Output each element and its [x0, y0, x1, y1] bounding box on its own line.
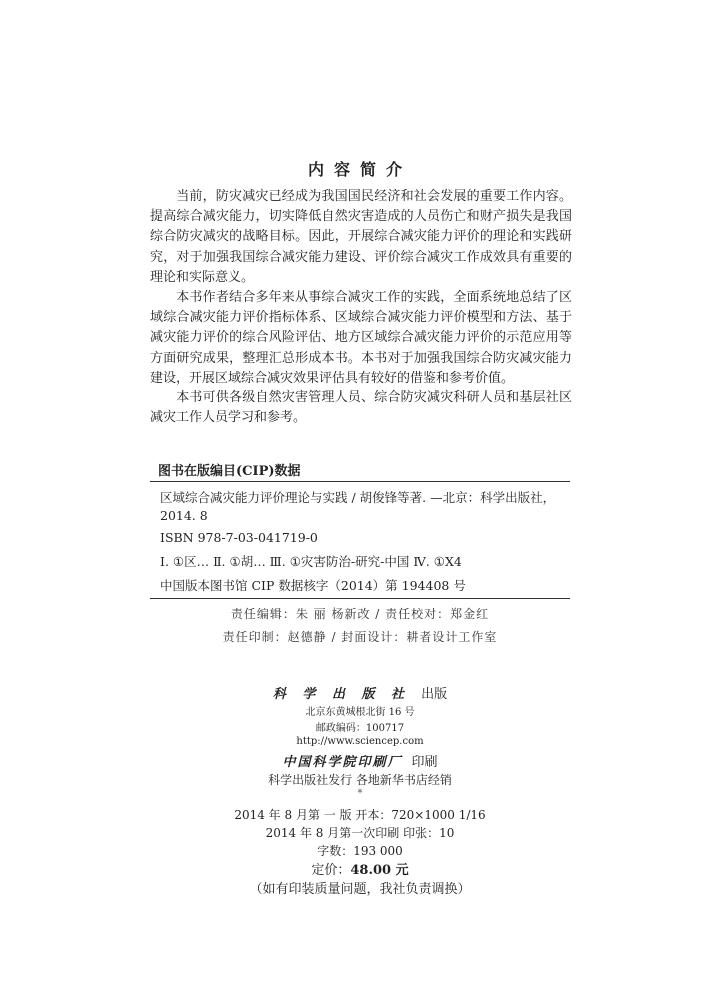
cip-date-line: 2014. 8 — [160, 508, 208, 523]
printing-line: 2014 年 8 月第一次印刷 印张：10 — [265, 826, 455, 840]
word-count: 字数：193 000 — [317, 844, 403, 858]
intro-paragraph-3-text: 本书可供各级自然灾害管理人员、综合防灾减灾科研人员和基层社区减灾工作人员学习和参考。 — [150, 390, 572, 426]
price-value: 48.00 元 — [350, 863, 409, 878]
intro-paragraph-1 — [150, 187, 572, 288]
printer-logo: 中国科学院印刷厂 — [282, 755, 403, 770]
price-label: 定价： — [311, 863, 351, 878]
cip-bibliographic-line: 区域综合减灾能力评价理论与实践 / 胡俊锋等著. —北京：科学出版社， — [160, 490, 556, 505]
divider — [150, 598, 570, 599]
cip-classification: Ⅰ. ①区… Ⅱ. ①胡… Ⅲ. ①灾害防治-研究-中国 Ⅳ. ①X4 — [160, 554, 462, 569]
publisher-address: 北京东黄城根北街 16 号 — [305, 707, 415, 718]
publisher-line — [0, 683, 720, 702]
intro-paragraph-2 — [150, 288, 572, 389]
intro-paragraph-2-text: 本书作者结合多年来从事综合减灾工作的实践，全面系统地总结了区域综合减灾能力评价指标体系、区域综合减灾能力评价模型和方法、基于减灾能力评价的综合风险评估、地方区域综合减灾能力评价的示范应用等方面研究成果，整理汇总形成本书。本书对于加强我国综合防灾减灾能力建设，开展区域综合减灾效果评估具有较好的借鉴和参考价值。 — [150, 290, 572, 386]
publisher-suffix: 出版 — [421, 687, 448, 702]
distribution-line: 科学出版社发行 各地新华书店经销 — [268, 773, 452, 787]
printing-credits: 责任印制：赵德静 / 封面设计：耕者设计工作室 — [222, 630, 498, 644]
cip-record-number: 中国版本图书馆 CIP 数据核字（2014）第 194408 号 — [160, 578, 466, 593]
divider — [150, 481, 570, 482]
printer-line — [0, 751, 720, 770]
printer-suffix: 印刷 — [411, 755, 438, 770]
intro-paragraph-1-text: 当前，防灾减灾已经成为我国国民经济和社会发展的重要工作内容。提高综合减灾能力，切实降低自然灾害造成的人员伤亡和财产损失是我国综合防灾减灾的战略目标。因此，开展综合减灾能力评价的理论和实践研究，对于加强我国综合减灾能力建设、评价综合减灾工作成效具有重要的理论和实际意义。 — [150, 189, 572, 285]
publisher-postcode: 邮政编码：100717 — [315, 723, 405, 734]
page-title: 内容简介 — [307, 160, 412, 179]
editor-credits: 责任编辑：朱 丽 杨新改 / 责任校对：郑金红 — [230, 607, 490, 621]
intro-paragraph-3 — [150, 388, 572, 428]
publisher-url: http://www.sciencep.com — [296, 736, 424, 747]
quality-note: （如有印装质量问题，我社负责调换） — [249, 882, 471, 897]
separator-mark: * — [357, 788, 363, 799]
price-line — [0, 859, 720, 878]
cip-heading: 图书在版编目(CIP)数据 — [158, 464, 301, 479]
edition-line: 2014 年 8 月第 一 版 开本：720×1000 1/16 — [234, 808, 486, 822]
cip-isbn: ISBN 978-7-03-041719-0 — [160, 530, 318, 545]
publisher-logo: 科 学 出 版 社 — [272, 687, 410, 702]
